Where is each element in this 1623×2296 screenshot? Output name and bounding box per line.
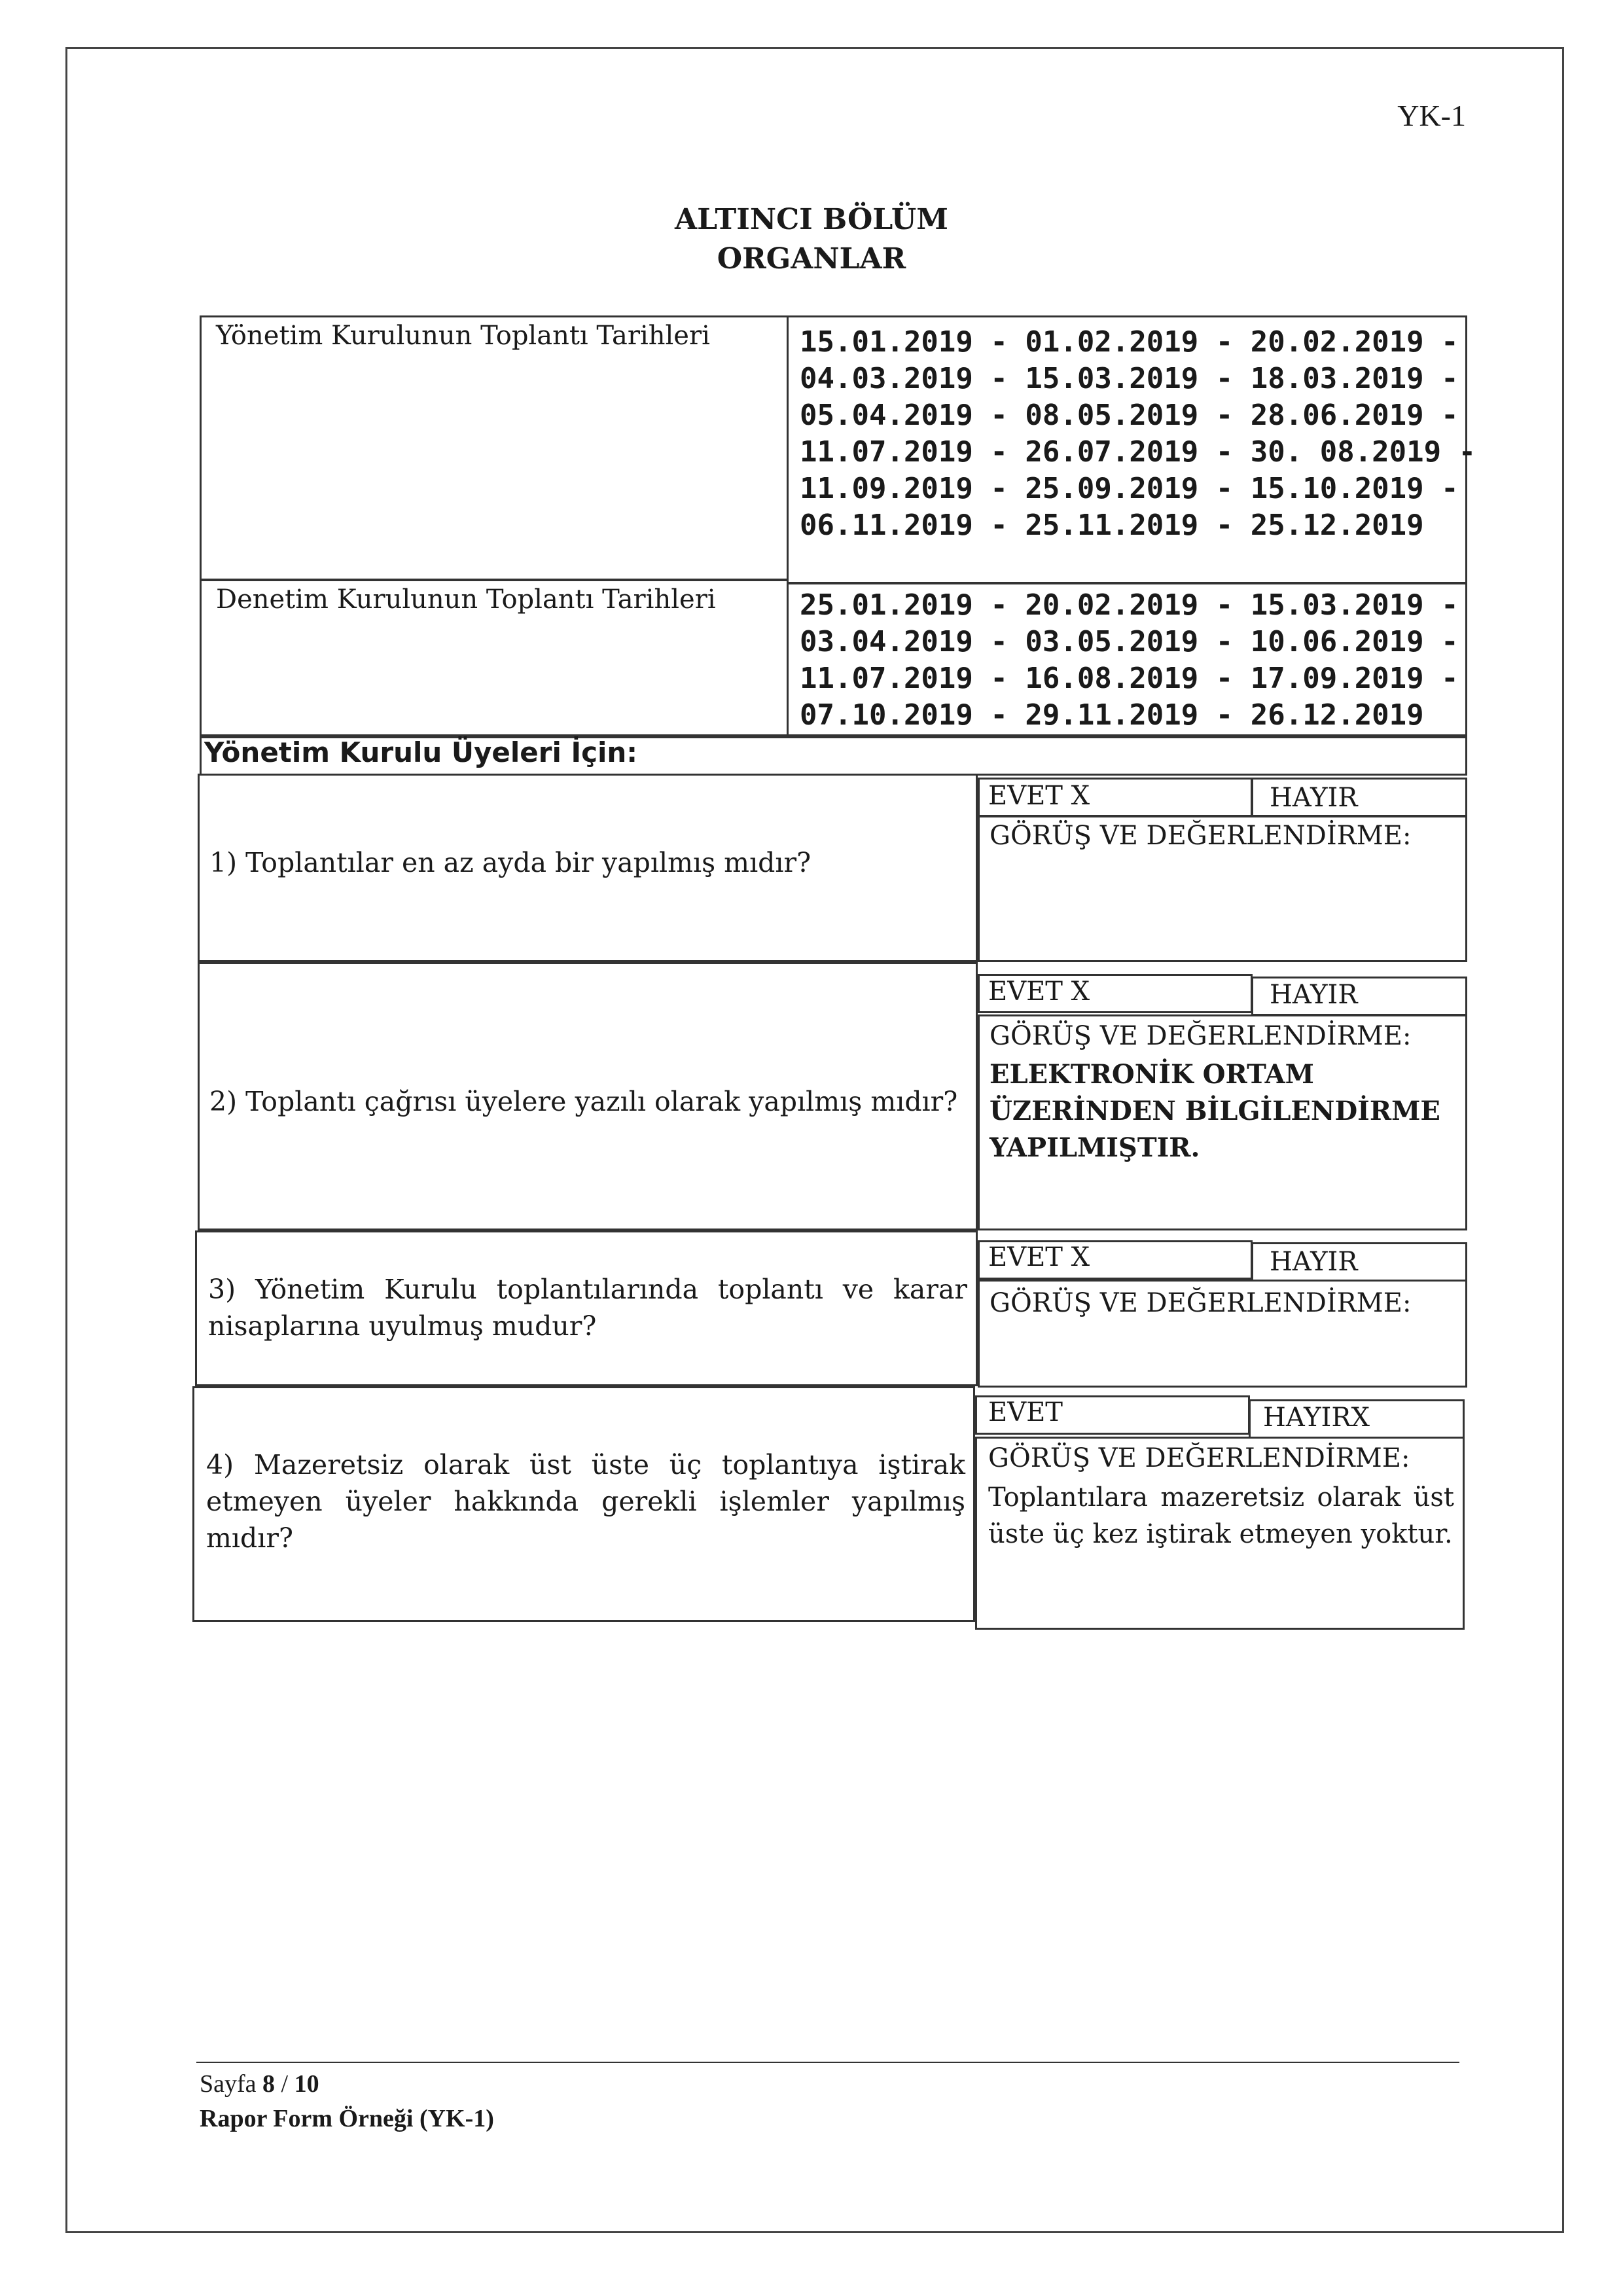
q3-comment-title: GÖRÜŞ VE DEĞERLENDİRME: xyxy=(990,1288,1412,1318)
q3-yes-option: EVET X xyxy=(988,1242,1090,1272)
q2-question: 2) Toplantı çağrısı üyelere yazılı olarak yapılmış mıdır? xyxy=(209,1086,958,1117)
q1-question: 1) Toplantılar en az ayda bir yapılmış mıdır? xyxy=(209,847,812,878)
q4-comment: Toplantılara mazeretsiz olarak üst üste üç kez iştirak etmeyen yoktur. xyxy=(988,1482,1454,1549)
section-subheading: ORGANLAR xyxy=(717,242,906,276)
q1-yes-option: EVET X xyxy=(988,781,1090,811)
audit-dates-list: 25.01.2019 - 20.02.2019 - 15.03.2019 - 03.04.2019 - 03.05.2019 - 10.06.2019 - 11.07.2019 - 16.08.2019 - 17.09.2019 - 07.10.2019 - 29.11.2019 - 26.12.2019 xyxy=(800,588,1459,732)
board-members-section-title: Yönetim Kurulu Üyeleri İçin: xyxy=(204,736,638,768)
q2-comment: ELEKTRONİK ORTAM ÜZERİNDEN BİLGİLENDİRME YAPILMIŞTIR. xyxy=(990,1059,1440,1163)
board-dates-list: 15.01.2019 - 01.02.2019 - 20.02.2019 - 04.03.2019 - 15.03.2019 - 18.03.2019 - 05.04.2019 - 08.05.2019 - 28.06.2019 - 11.07.2019 - 26.07.2019 - 30. 08.2019 - 11.09.2019 - 25.09.2019 - 15.10.2019 - 06.11.2019 - 25.11.2019 - 25.12.2019 xyxy=(800,325,1476,542)
section-heading: ALTINCI BÖLÜM xyxy=(675,203,948,236)
q2-no-option: HAYIR xyxy=(1270,980,1358,1010)
board-meetings-label: Yönetim Kurulunun Toplantı Tarihleri xyxy=(216,321,710,351)
audit-meetings-label: Denetim Kurulunun Toplantı Tarihleri xyxy=(216,584,716,615)
q3-no-option: HAYIR xyxy=(1270,1247,1358,1277)
q2-comment-title: GÖRÜŞ VE DEĞERLENDİRME: xyxy=(990,1021,1412,1051)
q4-question: 4) Mazeretsiz olarak üst üste üç toplantıya iştirak etmeyen üyeler hakkında gerekli işlemler yapılmış mıdır? xyxy=(206,1449,965,1554)
q3-question: 3) Yönetim Kurulu toplantılarında toplantı ve karar nisaplarına uyulmuş mudur? xyxy=(208,1274,967,1342)
q2-yes-option: EVET X xyxy=(988,977,1090,1007)
form-name: Rapor Form Örneği (YK-1) xyxy=(200,2105,494,2132)
footer-divider xyxy=(196,2062,1459,2063)
q4-comment-title: GÖRÜŞ VE DEĞERLENDİRME: xyxy=(988,1443,1410,1473)
page-number: Sayfa 8 / 10 xyxy=(200,2070,319,2098)
q1-comment-title: GÖRÜŞ VE DEĞERLENDİRME: xyxy=(990,821,1412,851)
q1-no-option: HAYIR xyxy=(1270,783,1358,813)
board-label-cell xyxy=(200,315,789,581)
q4-yes-option: EVET xyxy=(988,1397,1063,1427)
q4-no-option: HAYIRX xyxy=(1263,1403,1370,1433)
document-code: YK-1 xyxy=(1397,99,1466,132)
